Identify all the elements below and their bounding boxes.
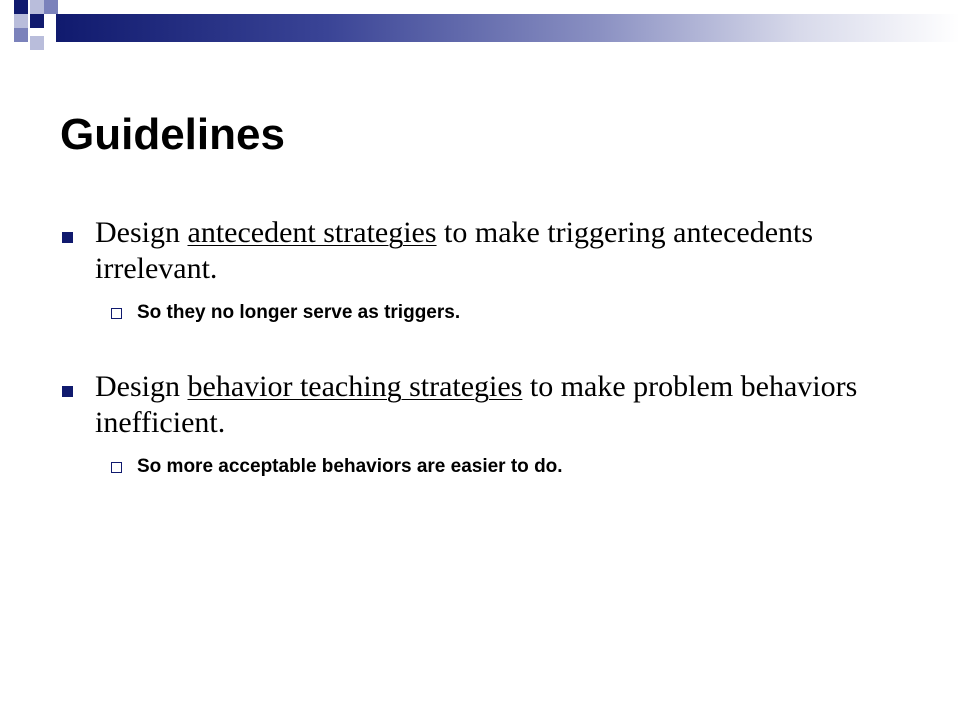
bullet-list (60, 215, 920, 479)
square-bullet-icon (62, 232, 73, 243)
hollow-square-bullet-icon (111, 462, 122, 473)
bullet-item (60, 369, 920, 479)
sub-bullet-text: So they no longer serve as triggers. (137, 302, 461, 323)
bullet-item (60, 215, 920, 325)
deco-square (30, 0, 44, 14)
bullet-text-post: to make problem behaviors inefficient. (95, 370, 858, 439)
underlined-term: antecedent strategies (187, 216, 437, 249)
deco-square (30, 36, 44, 50)
deco-square (30, 14, 44, 28)
bullet-text (95, 215, 920, 287)
underlined-term: behavior teaching strategies (187, 370, 523, 403)
bullet-text-pre: Design (95, 216, 188, 249)
deco-square (14, 0, 28, 14)
sub-bullet-text: So more acceptable behaviors are easier to do. (137, 456, 563, 477)
hollow-square-bullet-icon (111, 308, 122, 319)
header-gradient-bar (56, 14, 960, 42)
sub-bullet (95, 455, 920, 479)
square-bullet-icon (62, 386, 73, 397)
deco-square (14, 28, 28, 42)
bullet-text (95, 369, 920, 441)
slide-title: Guidelines (60, 110, 285, 159)
deco-square (44, 0, 58, 14)
deco-square (14, 14, 28, 28)
bullet-text-pre: Design (95, 370, 188, 403)
header-decoration (0, 0, 960, 60)
bullet-text-post: to make triggering antecedents irrelevant. (95, 216, 814, 285)
sub-bullet (95, 301, 920, 325)
